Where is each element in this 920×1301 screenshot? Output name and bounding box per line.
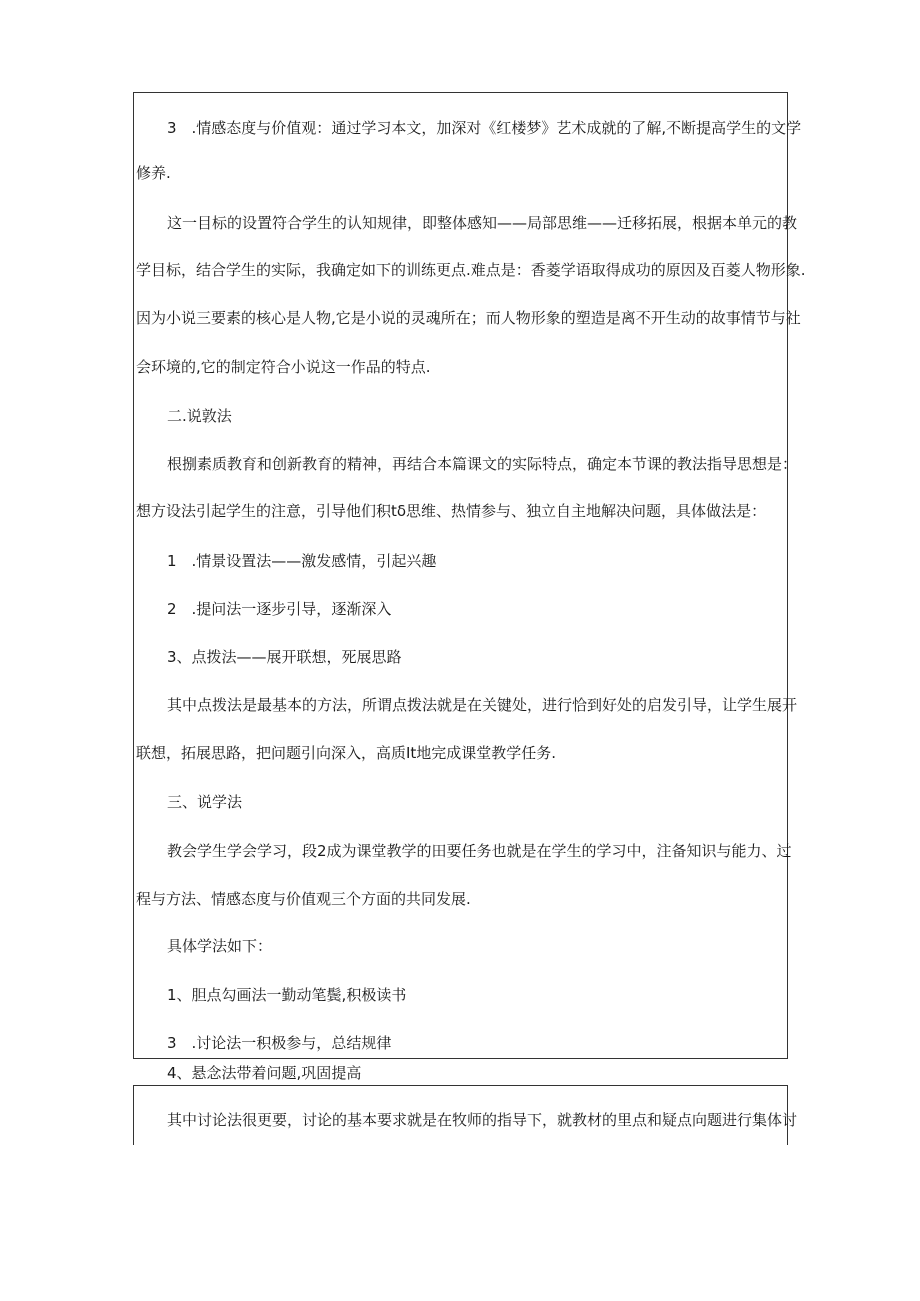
goal-paragraph-line-1: 这一目标的设置符合学生的认知规律，即整体感知——局部思维——迁移拓展，根据本单元的教 <box>167 214 798 232</box>
learning-methods-intro: 具体学法如下： <box>167 937 273 955</box>
guidance-paragraph-line-1: 其中点拨法是最基本的方法，所谓点拨法就是在关键处，进行恰到好处的启发引导，让学生展开 <box>167 696 798 714</box>
document-table-cell-main <box>133 92 806 1059</box>
section-heading-learning-method: 三、说学法 <box>167 793 243 811</box>
goal-paragraph-line-3: 因为小说三要素的核心是人物,它是小说的灵魂所在；而人物形象的塑造是离不开生动的故事情节与社 <box>136 309 801 327</box>
goal-paragraph-line-2: 学目标，结合学生的实际，我确定如下的训练更点.难点是：香菱学语取得成功的原因及百菱人物形象. <box>136 261 806 279</box>
teaching-method-paragraph-line-1: 根捌素质教育和创新教育的精神，再结合本篇课文的实际特点，确定本节课的教法指导思想是： <box>167 455 798 473</box>
teaching-method-paragraph-line-2: 想方设法引起学生的注意，引导他们积tδ思维、热情参与、独立自主地解决问题，具体做法是： <box>136 502 767 520</box>
goal-paragraph-line-4: 会环境的,它的制定符合小说这一作品的特点. <box>136 358 431 376</box>
discussion-paragraph-line-1: 其中讨论法很更要，讨论的基本要求就是在牧师的指导下，就教材的里点和疑点向题进行集体讨 <box>167 1111 798 1129</box>
objective-3-line-1: 3 .情感态度与价值观：通过学习本文，加深对《红楼梦》艺术成就的了解,不断提高学生的文学 <box>167 119 802 137</box>
document-table-cell-second <box>133 1085 798 1145</box>
learning-method-paragraph-line-2: 程与方法、情感态度与价值观三个方面的共同发展. <box>136 890 471 908</box>
learning-item-3: 3 .讨论法一积极参与，总结规律 <box>167 1034 392 1052</box>
learning-item-4: 4、悬念法带着问题,巩固提高 <box>167 1064 362 1082</box>
learning-method-paragraph-line-1: 教会学生学会学习，段2成为课堂教学的田要任务也就是在学生的学习中，注备知识与能力、过 <box>167 842 792 860</box>
method-item-1: 1 .情景设置法——激发感情，引起兴趣 <box>167 552 437 570</box>
learning-item-1: 1、胆点勾画法一勤动笔鬓,积极读书 <box>167 986 407 1004</box>
section-heading-teaching-method: 二.说敦法 <box>167 407 232 425</box>
objective-3-line-2: 修养. <box>136 164 171 182</box>
guidance-paragraph-line-2: 联想，拓展思路，把问题引向深入，高质It地完成课堂教学任务. <box>136 744 557 762</box>
method-item-3: 3、点拨法——展开联想，死展思路 <box>167 648 402 666</box>
method-item-2: 2 .提问法一逐步引导，逐渐深入 <box>167 600 392 618</box>
